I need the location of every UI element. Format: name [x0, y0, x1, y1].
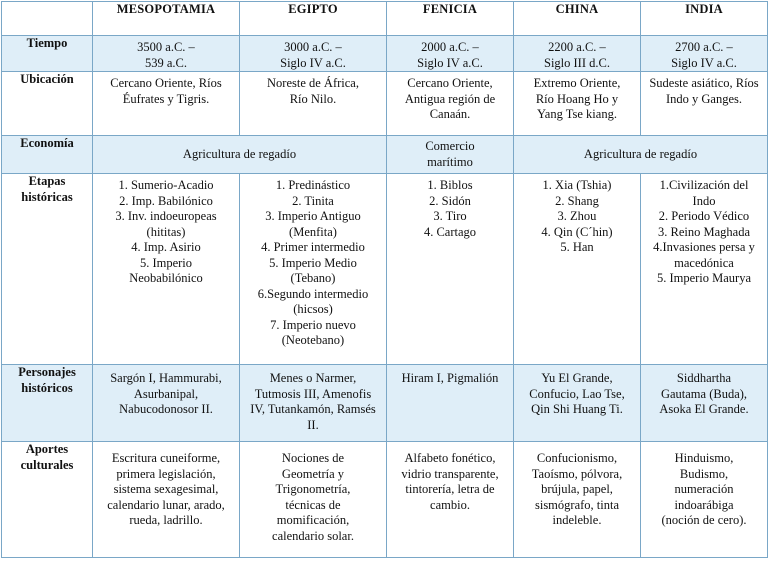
- cell-etapas-egipto-line: 7. Imperio nuevo: [270, 317, 356, 332]
- cell-ubicacion-mesopotamia: [93, 72, 240, 136]
- cell-etapas-egipto: [240, 174, 387, 365]
- cell-etapas-egipto-line: 1. Predinástico: [275, 178, 351, 192]
- cell-etapas-india: [641, 174, 768, 365]
- cell-tiempo-china: [514, 36, 641, 72]
- cell-ubicacion-china-line: Río Hoang Ho y: [535, 91, 619, 106]
- cell-aportes-mesopotamia-line: sistema sexagesimal,: [113, 482, 219, 496]
- cell-aportes-egipto: [240, 442, 387, 558]
- cell-tiempo-egipto: [240, 36, 387, 72]
- cell-etapas-mesopotamia-line: 4. Imp. Asirio: [131, 240, 201, 254]
- cell-economia-fenicia-line: Comercio: [425, 139, 475, 153]
- cell-ubicacion-india: [641, 72, 768, 136]
- cell-ubicacion-fenicia: [387, 72, 514, 136]
- cell-ubicacion-egipto-line: Río Nilo.: [289, 91, 337, 106]
- cell-etapas-egipto-line: 4. Primer intermedio: [261, 240, 365, 254]
- cell-tiempo-fenicia: [387, 36, 514, 72]
- cell-aportes-china-line: brújula, papel,: [541, 482, 613, 496]
- row-economia: [2, 136, 768, 174]
- row-label-aportes-line: Aportes: [25, 442, 69, 456]
- cell-personajes-india-line: Gautama (Buda),: [660, 386, 748, 401]
- cell-etapas-india-line: 3. Reino Maghada: [658, 224, 750, 239]
- cell-etapas-egipto-line: (Menfita): [289, 224, 337, 239]
- cell-etapas-mesopotamia-line: (hititas): [146, 224, 186, 239]
- cell-aportes-china-line: Taoísmo, pólvora,: [531, 466, 623, 481]
- cell-ubicacion-india-line: Sudeste asiático, Ríos: [649, 76, 759, 90]
- cell-ubicacion-egipto-line: Noreste de África,: [267, 76, 359, 90]
- cell-etapas-egipto-line: 3. Imperio Antiguo: [265, 209, 361, 223]
- cell-ubicacion-fenicia-line: Canaán.: [429, 107, 471, 121]
- cell-aportes-egipto-line: Nociones de: [281, 451, 345, 465]
- row-label-personajes: [2, 365, 93, 442]
- row-tiempo: [2, 36, 768, 72]
- cell-etapas-fenicia: [387, 174, 514, 365]
- cell-tiempo-india: [641, 36, 768, 72]
- cell-aportes-mesopotamia-line: rueda, ladrillo.: [129, 513, 203, 527]
- cell-aportes-egipto-line: calendario solar.: [272, 528, 354, 543]
- cell-etapas-china-line: 4. Qin (C´hin): [541, 224, 613, 239]
- cell-tiempo-china-line: 2200 a.C. –: [548, 40, 606, 54]
- cell-personajes-india-line: Asoka El Grande.: [659, 402, 749, 416]
- cell-aportes-india-line: Hinduismo,: [674, 451, 734, 465]
- row-label-etapas-line: Etapas: [28, 174, 66, 188]
- col-header-mesopotamia: MESOPOTAMIA: [93, 2, 240, 36]
- civilizations-table: [1, 1, 768, 558]
- cell-ubicacion-fenicia-line: Cercano Oriente,: [407, 76, 493, 90]
- cell-tiempo-mesopotamia-line: 539 a.C.: [144, 55, 187, 70]
- cell-etapas-egipto-line: 2. Tinita: [292, 193, 334, 208]
- cell-personajes-egipto: [240, 365, 387, 442]
- cell-economia-fenicia-line: marítimo: [427, 154, 473, 169]
- cell-etapas-egipto-line: (hicsos): [293, 302, 333, 316]
- row-label-ubicacion: Ubicación: [2, 72, 93, 136]
- col-header-egipto: EGIPTO: [240, 2, 387, 36]
- cell-economia-left: Agricultura de regadío: [93, 136, 387, 174]
- cell-ubicacion-china-line: Extremo Oriente,: [533, 76, 621, 90]
- cell-etapas-fenicia-line: 3. Tiro: [433, 209, 467, 223]
- cell-aportes-egipto-line: Geometría y: [281, 466, 345, 481]
- cell-aportes-india-line: (noción de cero).: [661, 513, 747, 527]
- cell-tiempo-fenicia-line: Siglo IV a.C.: [417, 55, 483, 70]
- cell-personajes-china-line: Confucio, Lao Tse,: [529, 386, 625, 401]
- col-header-india: INDIA: [641, 2, 768, 36]
- cell-aportes-china: [514, 442, 641, 558]
- cell-personajes-china-line: Qin Shi Huang Ti.: [531, 402, 623, 416]
- cell-aportes-fenicia-line: cambio.: [430, 497, 470, 512]
- cell-aportes-india-line: Budismo,: [679, 466, 729, 481]
- cell-etapas-egipto-line: (Neotebano): [281, 333, 345, 347]
- cell-aportes-india: [641, 442, 768, 558]
- cell-personajes-india-line: Siddhartha: [676, 371, 732, 385]
- cell-tiempo-mesopotamia-line: 3500 a.C. –: [137, 40, 195, 54]
- row-ubicacion: [2, 72, 768, 136]
- cell-personajes-egipto-line: IV, Tutankamón, Ramsés: [250, 402, 376, 416]
- cell-economia-fenicia: [387, 136, 514, 174]
- cell-personajes-mesopotamia-line: Nabucodonosor II.: [119, 402, 213, 416]
- corner-cell: [2, 2, 93, 36]
- row-label-tiempo: Tiempo: [2, 36, 93, 72]
- cell-etapas-mesopotamia-line: 2. Imp. Babilónico: [119, 193, 213, 208]
- cell-aportes-china-line: Confucionismo,: [536, 451, 618, 465]
- cell-aportes-fenicia: [387, 442, 514, 558]
- cell-aportes-fenicia-line: Alfabeto fonético,: [404, 451, 496, 465]
- cell-ubicacion-china-line: Yang Tse kiang.: [537, 107, 617, 121]
- cell-personajes-mesopotamia-line: Sargón I, Hammurabi,: [110, 371, 222, 385]
- cell-tiempo-fenicia-line: 2000 a.C. –: [421, 40, 479, 54]
- col-header-fenicia: FENICIA: [387, 2, 514, 36]
- cell-aportes-mesopotamia-line: Escritura cuneiforme,: [111, 451, 221, 465]
- row-label-economia: Economía: [2, 136, 93, 174]
- cell-personajes-india: [641, 365, 768, 442]
- cell-aportes-india-line: indoarábiga: [674, 497, 734, 512]
- header-row: [2, 2, 768, 36]
- cell-personajes-egipto-line: Menes o Narmer,: [269, 371, 357, 385]
- cell-aportes-mesopotamia-line: calendario lunar, arado,: [107, 497, 225, 512]
- cell-etapas-india-line: 1.Civilización del: [659, 178, 749, 192]
- cell-etapas-china-line: 1. Xia (Tshia): [542, 178, 612, 192]
- cell-aportes-china-line: indeleble.: [552, 513, 602, 527]
- cell-ubicacion-china: [514, 72, 641, 136]
- cell-aportes-india-line: numeración: [674, 482, 734, 496]
- cell-personajes-fenicia-line: Hiram I, Pigmalión: [401, 371, 499, 385]
- cell-etapas-india-line: 4.Invasiones persa y: [653, 240, 755, 254]
- cell-tiempo-egipto-line: 3000 a.C. –: [284, 40, 342, 54]
- cell-aportes-egipto-line: momificación,: [276, 513, 350, 527]
- cell-ubicacion-egipto: [240, 72, 387, 136]
- cell-etapas-india-line: Indo: [692, 193, 716, 208]
- cell-etapas-mesopotamia-line: Neobabilónico: [129, 271, 203, 285]
- cell-aportes-china-line: sismógrafo, tinta: [534, 497, 619, 512]
- cell-etapas-mesopotamia: [93, 174, 240, 365]
- cell-personajes-china: [514, 365, 641, 442]
- cell-tiempo-egipto-line: Siglo IV a.C.: [280, 55, 346, 70]
- cell-etapas-india-line: 2. Periodo Védico: [658, 209, 750, 223]
- row-label-aportes: [2, 442, 93, 558]
- row-aportes: [2, 442, 768, 558]
- cell-personajes-fenicia: [387, 365, 514, 442]
- row-label-aportes-line: culturales: [20, 457, 74, 472]
- cell-aportes-egipto-line: técnicas de: [285, 497, 341, 512]
- cell-personajes-china-line: Yu El Grande,: [541, 371, 613, 385]
- cell-aportes-fenicia-line: tintorería, letra de: [405, 482, 495, 496]
- cell-etapas-china-line: 2. Shang: [555, 193, 599, 208]
- row-label-personajes-line: Personajes: [18, 365, 76, 379]
- cell-tiempo-china-line: Siglo III d.C.: [544, 55, 610, 70]
- cell-etapas-mesopotamia-line: 3. Inv. indoeuropeas: [115, 209, 217, 223]
- cell-ubicacion-mesopotamia-line: Cercano Oriente, Ríos: [110, 76, 222, 90]
- cell-etapas-china-line: 3. Zhou: [557, 209, 597, 223]
- cell-tiempo-india-line: Siglo IV a.C.: [671, 55, 737, 70]
- cell-etapas-fenicia-line: 2. Sidón: [429, 193, 471, 208]
- cell-aportes-mesopotamia-line: primera legislación,: [116, 466, 216, 481]
- cell-ubicacion-india-line: Indo y Ganges.: [665, 91, 743, 106]
- row-label-etapas: [2, 174, 93, 365]
- row-personajes: [2, 365, 768, 442]
- cell-personajes-egipto-line: Tutmosis III, Amenofis: [254, 386, 372, 401]
- cell-etapas-india-line: 5. Imperio Maurya: [656, 271, 752, 285]
- cell-aportes-egipto-line: Trigonometría,: [275, 482, 351, 496]
- cell-economia-right: Agricultura de regadío: [514, 136, 768, 174]
- cell-aportes-mesopotamia: [93, 442, 240, 558]
- col-header-china: CHINA: [514, 2, 641, 36]
- row-label-personajes-line: históricos: [21, 380, 73, 395]
- cell-personajes-mesopotamia: [93, 365, 240, 442]
- cell-etapas-fenicia-line: 1. Biblos: [427, 178, 473, 192]
- cell-tiempo-mesopotamia: [93, 36, 240, 72]
- cell-personajes-mesopotamia-line: Asurbanipal,: [133, 386, 199, 401]
- cell-etapas-china: [514, 174, 641, 365]
- cell-etapas-egipto-line: (Tebano): [290, 271, 336, 285]
- cell-personajes-egipto-line: II.: [307, 417, 319, 432]
- cell-etapas-mesopotamia-line: 5. Imperio: [139, 255, 193, 270]
- cell-aportes-fenicia-line: vidrio transparente,: [401, 466, 499, 481]
- cell-ubicacion-fenicia-line: Antigua región de: [404, 91, 496, 106]
- cell-etapas-india-line: macedónica: [674, 255, 734, 270]
- row-etapas: [2, 174, 768, 365]
- cell-etapas-china-line: 5. Han: [560, 240, 594, 254]
- row-label-etapas-line: históricas: [21, 189, 73, 204]
- cell-etapas-mesopotamia-line: 1. Sumerio-Acadio: [118, 178, 214, 192]
- cell-ubicacion-mesopotamia-line: Éufrates y Tigris.: [122, 91, 210, 106]
- cell-tiempo-india-line: 2700 a.C. –: [675, 40, 733, 54]
- cell-etapas-fenicia-line: 4. Cartago: [423, 224, 477, 239]
- cell-etapas-egipto-line: 5. Imperio Medio: [269, 255, 357, 270]
- cell-etapas-egipto-line: 6.Segundo intermedio: [257, 286, 369, 301]
